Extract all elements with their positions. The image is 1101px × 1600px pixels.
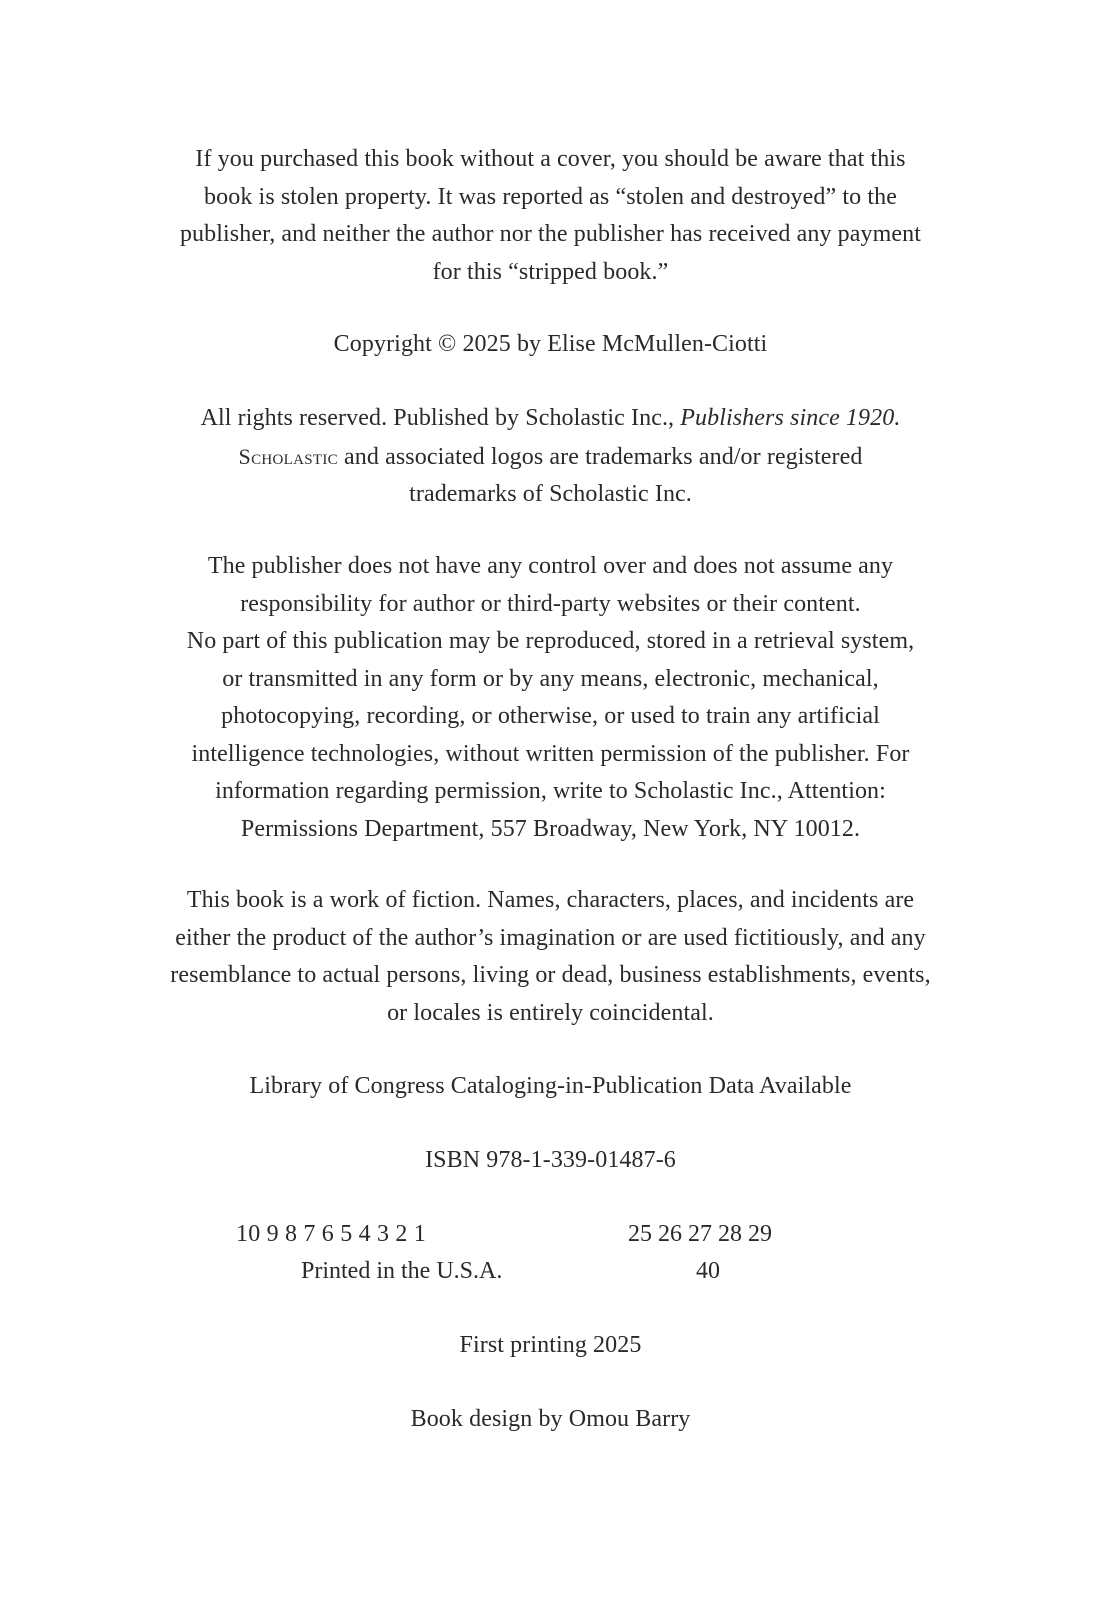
book-design-credit <box>120 1401 981 1439</box>
copyright-text: Copyright © 2025 by Elise McMullen-Ciotti <box>333 331 768 357</box>
notice-line: resemblance to actual persons, living or dead, business establishments, events, <box>170 962 931 988</box>
copyright-line <box>120 326 981 364</box>
notice-line: This book is a work of fiction. Names, characters, places, and incidents are <box>186 887 915 913</box>
notice-line: No part of this publication may be reproduced, stored in a retrieval system, <box>186 628 915 654</box>
notice-line: intelligence technologies, without written permission of the publisher. For <box>191 740 910 767</box>
notice-line: Permissions Department, 557 Broadway, New York, NY 10012. <box>240 815 861 842</box>
rights-reserved-block <box>120 400 981 514</box>
notice-line: The publisher does not have any control over and does not assume any <box>207 553 894 579</box>
notice-line: either the product of the author’s imagination or are used fictitiously, and any <box>175 924 926 951</box>
notice-line: or locales is entirely coincidental. <box>387 999 714 1026</box>
rights-line-1 <box>120 400 981 438</box>
printing-years: 25 26 27 28 29 <box>628 1221 772 1247</box>
isbn-line <box>120 1142 981 1180</box>
design-credit-text: Book design by Omou Barry <box>410 1406 691 1432</box>
printed-in-country: Printed in the U.S.A. <box>301 1258 503 1284</box>
first-printing-text: First printing 2025 <box>459 1332 642 1358</box>
publishers-since-text: Publishers since 1920. <box>680 405 901 431</box>
loc-text: Library of Congress Cataloging-in-Publication Data Available <box>249 1073 852 1099</box>
fiction-disclaimer <box>120 882 981 1032</box>
first-printing-line <box>120 1327 981 1365</box>
library-of-congress-line <box>120 1068 981 1106</box>
rights-line-2 <box>120 438 981 477</box>
rights-text: All rights reserved. Published by Scholastic Inc., <box>200 405 681 431</box>
notice-line: information regarding permission, write to Scholastic Inc., Attention: <box>215 778 886 804</box>
notice-line: for this “stripped book.” <box>432 258 669 285</box>
isbn-text: ISBN 978-1-339-01487-6 <box>425 1147 676 1173</box>
notice-line: responsibility for author or third-party websites or their content. <box>240 590 861 617</box>
notice-line: publisher, and neither the author nor the publisher has received any payment <box>179 221 922 247</box>
notice-line: If you purchased this book without a cover, you should be aware that this <box>195 146 906 172</box>
printing-plant-code: 40 <box>696 1258 720 1284</box>
rights-line-3: trademarks of Scholastic Inc. <box>409 481 692 507</box>
scholastic-trademark: Scholastic <box>238 443 338 469</box>
notice-line: or transmitted in any form or by any means, electronic, mechanical, <box>222 665 879 692</box>
trademark-text: and associated logos are trademarks and/or registered <box>337 443 863 470</box>
notice-line: book is stolen property. It was reported as “stolen and destroyed” to the <box>204 183 897 210</box>
stripped-book-notice <box>120 141 981 291</box>
printer-key: 10 9 8 7 6 5 4 3 2 1 <box>236 1221 426 1247</box>
publisher-control-notice <box>120 548 981 848</box>
notice-line: photocopying, recording, or otherwise, or used to train any artificial <box>221 703 880 729</box>
